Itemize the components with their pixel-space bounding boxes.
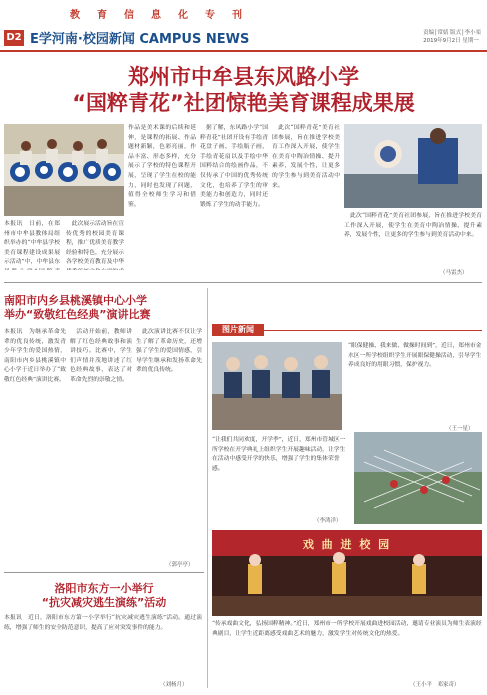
story2-bottom-rule	[4, 572, 204, 573]
column-separator	[207, 288, 208, 688]
story2-credit: （郭亭亭）	[166, 562, 194, 568]
main-story-credit: （马雷杰）	[440, 270, 468, 276]
main-story-bottom-rule	[4, 282, 482, 283]
main-story-photo-2	[344, 124, 482, 208]
main-story-column-4-text: 据了解，东风路小学“国粹青花”社团开设有手绘青花盘子画、手绘瓶子画，手绘青花扇以及手绘中华国粹结合的绘画作品，不仅传承了中国的优秀传统文化，也培养了学生的审美能力和创造力，同时还锻炼了学生的动手能力。	[200, 125, 268, 208]
main-story-right-text	[344, 212, 482, 270]
students-with-blue-white-porcelain-photo	[4, 124, 124, 216]
date-line: 2019年9月2日 星期一	[423, 38, 479, 44]
story2-column-2	[70, 328, 132, 558]
story2-body-1: 本报讯 为继承革命先辈的优良传统，激发青少年学生的爱国热情，南阳市内乡县桃溪镇中心小学于近日举办了“致敬红色经典”演讲比赛。	[4, 329, 66, 383]
students-eye-exercise-photo	[212, 342, 342, 430]
story3-headline-line-2: “抗灾减灾逃生演练”活动	[41, 596, 167, 609]
photo-news-caption-1-text: “眼保健操、我来做、做操时间到”，近日，郑州市金水区一所学校组织学生开展眼保健操活动，引导学生养成良好的用眼习惯，保护视力。	[348, 343, 482, 369]
story2-headline-line-2: 举办“致敬红色经典”演讲比赛	[4, 308, 151, 321]
opera-banner-text: 戏 曲 进 校 园	[302, 538, 392, 551]
story3-credit: （刘杨月）	[160, 682, 188, 688]
story2-headline	[4, 294, 204, 322]
section-header	[0, 28, 487, 52]
photo-news-caption-3	[212, 620, 482, 678]
story3-body	[4, 614, 202, 676]
main-story-intro-text: 本报讯 日前，在郑州市中牟县教体局组织举办的“中牟县学校美育课程建设成果展示活动”中，中牟县东	[4, 221, 60, 266]
story3-headline-line-1: 洛阳市东方一小举行	[54, 582, 154, 595]
masthead-tagline: 教育信息化专刊	[70, 10, 259, 21]
editor-line: 责编│常婧 版式│李小栾	[423, 30, 481, 36]
main-headline-line-2: “国粹青花”社团惊艳美育课程成果展	[72, 91, 415, 115]
student-painting-plate-photo	[344, 124, 482, 208]
main-story-column-2	[66, 220, 124, 270]
main-story-column-3-text: 作品是美术课的后续和延伸，是课程的拓展、作品题材新颖，色彩亮丽，作品丰富、形态多样，充分展示了学校的特色课程开展，呈现了学生在校的能力，同时也发现了问题，值得全校师生学习和借鉴。	[128, 125, 196, 208]
story3-headline	[4, 582, 204, 610]
page-number: D2	[4, 30, 24, 46]
photo-news-caption-2	[212, 436, 350, 516]
main-story-column-4	[200, 124, 268, 272]
edit-info	[423, 29, 481, 45]
photo-news-caption-2-text: “让我们共同欢度，开学季”，近日，郑州市管城区一所学校在开学典礼上组织学生开展趣味活动，让学生在活动中感受开学的快乐，增强了学生的集体荣誉感。	[212, 437, 346, 472]
photo-news-tag: 图片新闻	[212, 324, 264, 336]
photo-news-caption-3-text: “传承戏曲文化，弘扬国粹精神。”近日，郑州市一所学校开展戏曲进校园活动，邀请专业演员为师生表演经典剧目，让学生近距离感受戏曲艺术的魅力，激发学生对传统文化的热爱。	[212, 621, 482, 637]
story2-body-3: 此次演讲比赛不仅让学生了解了革命历史，还增强了学生的爱国情感，引导学生继承和发扬革命先辈的优良传统。	[136, 329, 202, 374]
masthead-tagline-bar	[0, 0, 487, 28]
photo-news-caption-1	[348, 342, 482, 422]
main-story-intro	[4, 220, 60, 270]
story2-column-3	[136, 328, 202, 558]
main-headline	[0, 64, 487, 116]
main-story-right-text-content: 此次“国粹青花”美育社团参展，旨在推进学校美育工作深入开展，使学生在美育中陶冶情操、提升素养，发展个性，让更多的学生参与到美育活动中来。	[344, 213, 482, 239]
photo-news-credit-1: （王一星）	[446, 426, 474, 432]
photo-news-credit-2: （李鸿洋）	[314, 518, 342, 524]
story2-body-2: 活动开始前，教师讲解了红色经典故事和演讲技巧。比赛中，学生们声情并茂地讲述了红色经典故事，表达了对革命先烈的崇敬之情。	[70, 329, 132, 383]
main-story-column-2-text: 此次展示活动旨在宣传优秀的校园美育课程，推广优质美育教学经验和特色，充分展示各学校美育教育及中华	[66, 221, 124, 266]
main-story-column-3	[128, 124, 196, 272]
photo-news-credit-3: （王小平 邓家奇）	[410, 682, 460, 688]
story2-headline-line-1: 南阳市内乡县桃溪镇中心小学	[4, 294, 147, 307]
photo-news-photo-1	[212, 342, 342, 430]
students-obstacle-net-game-photo	[354, 432, 482, 524]
story3-body-text: 本报讯 近日，洛阳市东方第一小学举行“抗灾减灾逃生演练”活动。通过演练，增强了师生的安全防范意识，提高了应对突发事件的能力。	[4, 615, 202, 631]
main-story-photo	[4, 124, 124, 216]
main-story-column-5-text: 此次“国粹青花”美育社团参展，旨在推进学校美育工作深入开展，使学生在美育中陶冶情操、提升素养，发展个性，让更多的学生参与到美育活动中来。	[272, 125, 340, 189]
photo-news-rule	[264, 330, 482, 331]
photo-news-photo-2	[354, 432, 482, 524]
main-headline-line-1: 郑州市中牟县东风路小学	[128, 65, 359, 89]
main-story-column-5	[272, 124, 340, 272]
photo-news-photo-3	[212, 530, 482, 616]
section-title: E学河南·校园新闻 CAMPUS NEWS	[30, 32, 250, 47]
story2-column-1	[4, 328, 66, 558]
